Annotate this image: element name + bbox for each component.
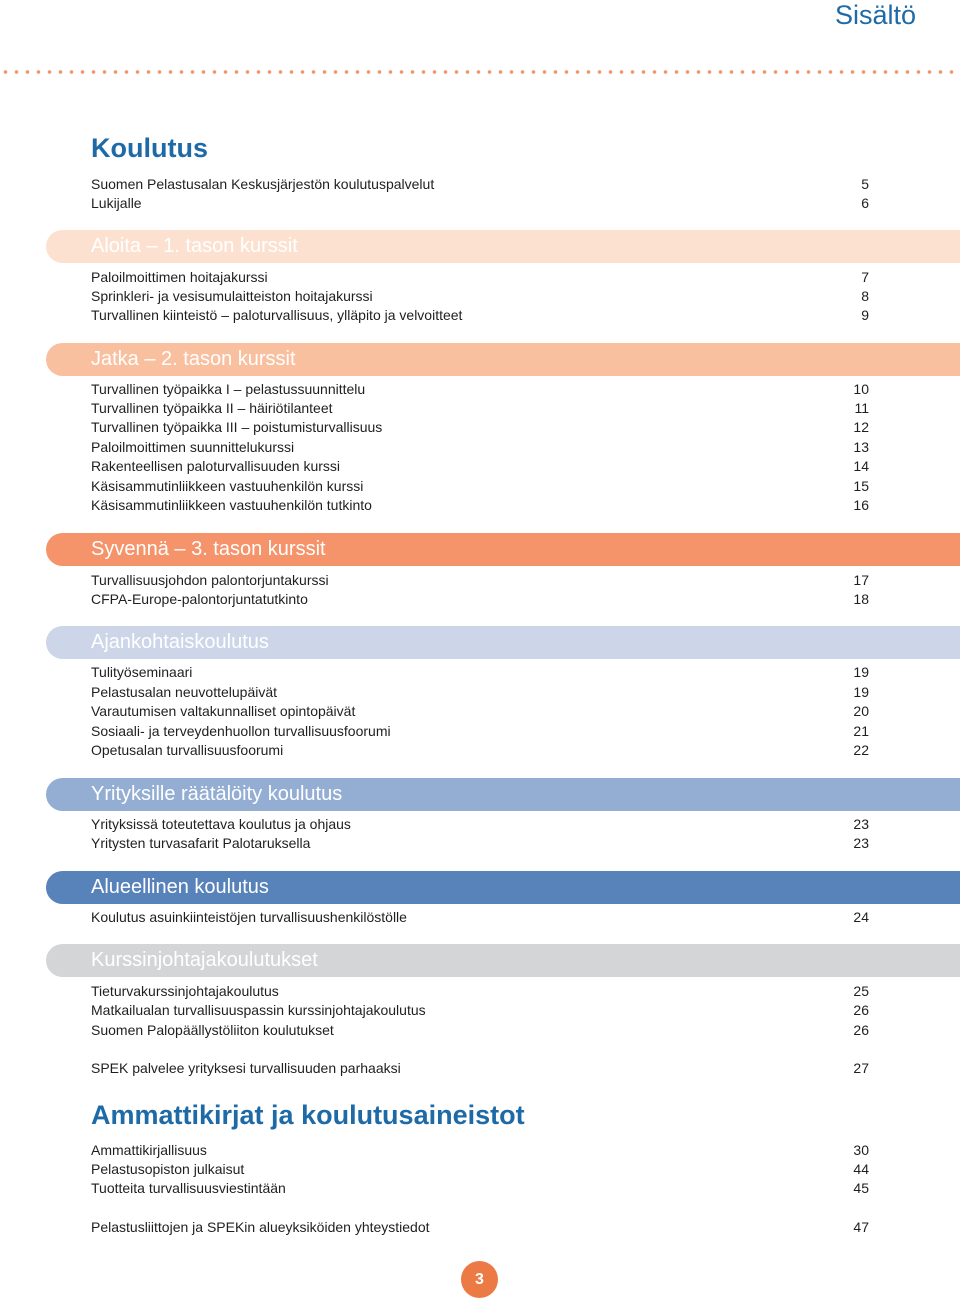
toc-entry[interactable] [91, 194, 869, 213]
toc-entry-title: Matkailualan turvallisuuspassin kurssinjohtajakoulutus [91, 1002, 426, 1018]
toc-entry[interactable] [91, 1059, 869, 1078]
toc-entry[interactable] [91, 815, 869, 834]
toc-entry-title: Sprinkleri- ja vesisumulaitteiston hoitajakurssi [91, 288, 373, 304]
toc-entry-title: Pelastusopiston julkaisut [91, 1161, 245, 1177]
toc-entry-title: Turvallinen työpaikka II – häiriötilanteet [91, 400, 333, 416]
toc-entry[interactable] [91, 702, 869, 721]
section-heading-band: Syvennä – 3. tason kurssit [46, 533, 960, 566]
toc-entry[interactable] [91, 1218, 869, 1237]
toc-entry[interactable] [91, 1001, 869, 1020]
toc-entry-page: 5 [861, 176, 869, 192]
toc-entry-title: Turvallinen työpaikka III – poistumisturvallisuus [91, 419, 383, 435]
toc-entry[interactable] [91, 663, 869, 682]
toc-entry[interactable] [91, 590, 869, 609]
toc-entry[interactable] [91, 1160, 869, 1179]
toc-entry-page: 21 [853, 723, 869, 739]
toc-entry-page: 30 [853, 1142, 869, 1158]
toc-entry[interactable] [91, 399, 869, 418]
toc-entry-page: 20 [853, 703, 869, 719]
toc-entry[interactable] [91, 306, 869, 325]
section-heading-band: Jatka – 2. tason kurssit [46, 343, 960, 376]
toc-entry-title: Suomen Pelastusalan Keskusjärjestön koulutuspalvelut [91, 176, 435, 192]
toc-entry-title: Tieturvakurssinjohtajakoulutus [91, 983, 279, 999]
toc-entry-page: 16 [853, 497, 869, 513]
toc-entry-title: Sosiaali- ja terveydenhuollon turvallisuusfoorumi [91, 723, 391, 739]
toc-entry-page: 8 [861, 288, 869, 304]
toc-entry-title: SPEK palvelee yrityksesi turvallisuuden parhaaksi [91, 1060, 401, 1076]
toc-entry-title: Tuotteita turvallisuusviestintään [91, 1180, 286, 1196]
section-heading-band: Ajankohtaiskoulutus [46, 626, 960, 659]
toc-entry[interactable] [91, 268, 869, 287]
toc-entry[interactable] [91, 380, 869, 399]
toc-entry-page: 19 [853, 664, 869, 680]
toc-entry[interactable] [91, 418, 869, 437]
toc-entry[interactable] [91, 457, 869, 476]
toc-entry-page: 23 [853, 835, 869, 851]
toc-entry-page: 17 [853, 572, 869, 588]
toc-entry-title: Turvallinen työpaikka I – pelastussuunnittelu [91, 381, 366, 397]
toc-entry-page: 44 [853, 1161, 869, 1177]
toc-entry[interactable] [91, 477, 869, 496]
toc-entry-title: Rakenteellisen paloturvallisuuden kurssi [91, 458, 341, 474]
toc-entry-page: 25 [853, 983, 869, 999]
toc-entry-page: 18 [853, 591, 869, 607]
toc-entry-page: 19 [853, 684, 869, 700]
toc-entry-title: Paloilmoittimen hoitajakurssi [91, 269, 268, 285]
section-heading: Koulutus [91, 133, 208, 163]
toc-entry-title: Suomen Palopäällystöliiton koulutukset [91, 1022, 334, 1038]
toc-entry-title: Varautumisen valtakunnalliset opintopäivät [91, 703, 356, 719]
toc-entry-page: 14 [853, 458, 869, 474]
section-heading-band: Yrityksille räätälöity koulutus [46, 778, 960, 811]
toc-entry[interactable] [91, 834, 869, 853]
header-title: Sisältö [834, 0, 916, 30]
toc-entry-title: Opetusalan turvallisuusfoorumi [91, 742, 284, 758]
section-heading-band: Alueellinen koulutus [46, 871, 960, 904]
toc-entry-page: 23 [853, 816, 869, 832]
toc-entry-title: Pelastusalan neuvottelupäivät [91, 684, 278, 700]
toc-entry-title: Pelastusliittojen ja SPEKin alueyksiköiden yhteystiedot [91, 1219, 430, 1235]
toc-entry[interactable] [91, 1179, 869, 1198]
toc-entry-page: 27 [853, 1060, 869, 1076]
toc-entry[interactable] [91, 1021, 869, 1040]
toc-entry-title: Käsisammutinliikkeen vastuuhenkilön tutkinto [91, 497, 372, 513]
toc-entry-title: Yritysten turvasafarit Palotaruksella [91, 835, 311, 851]
section-heading-band: Aloita – 1. tason kurssit [46, 230, 960, 263]
toc-entry[interactable] [91, 908, 869, 927]
toc-entry[interactable] [91, 571, 869, 590]
toc-entry-page: 6 [861, 195, 869, 211]
toc-entry-page: 13 [853, 439, 869, 455]
toc-entry-page: 24 [853, 909, 869, 925]
toc-entry-title: CFPA-Europe-palontorjuntatutkinto [91, 591, 308, 607]
toc-entry-title: Koulutus asuinkiinteistöjen turvallisuushenkilöstölle [91, 909, 407, 925]
toc-entry[interactable] [91, 175, 869, 194]
page-number: 3 [461, 1261, 498, 1298]
toc-entry-title: Paloilmoittimen suunnittelukurssi [91, 439, 295, 455]
toc-entry[interactable] [91, 722, 869, 741]
toc-entry-page: 7 [861, 269, 869, 285]
toc-entry[interactable] [91, 496, 869, 515]
toc-entry-title: Tulityöseminaari [91, 664, 193, 680]
toc-entry-page: 45 [853, 1180, 869, 1196]
toc-entry-page: 22 [853, 742, 869, 758]
toc-entry-page: 12 [853, 419, 869, 435]
toc-entry-page: 15 [853, 478, 869, 494]
dotted-divider [0, 70, 960, 74]
section-heading-band: Kurssinjohtajakoulutukset [46, 944, 960, 977]
toc-entry-page: 47 [853, 1219, 869, 1235]
toc-entry-page: 10 [853, 381, 869, 397]
toc-entry-page: 26 [853, 1002, 869, 1018]
toc-entry-title: Turvallinen kiinteistö – paloturvallisuus, ylläpito ja velvoitteet [91, 307, 463, 323]
toc-entry[interactable] [91, 438, 869, 457]
toc-entry-title: Lukijalle [91, 195, 142, 211]
toc-entry[interactable] [91, 741, 869, 760]
toc-entry-page: 11 [854, 400, 869, 416]
toc-entry-title: Yrityksissä toteutettava koulutus ja ohjaus [91, 816, 351, 832]
toc-entry-page: 26 [853, 1022, 869, 1038]
toc-entry[interactable] [91, 1141, 869, 1160]
toc-entry-title: Käsisammutinliikkeen vastuuhenkilön kurssi [91, 478, 364, 494]
toc-entry[interactable] [91, 287, 869, 306]
toc-entry[interactable] [91, 683, 869, 702]
toc-entry-title: Ammattikirjallisuus [91, 1142, 207, 1158]
toc-entry-title: Turvallisuusjohdon palontorjuntakurssi [91, 572, 329, 588]
toc-entry[interactable] [91, 982, 869, 1001]
section-heading: Ammattikirjat ja koulutusaineistot [91, 1100, 525, 1130]
toc-entry-page: 9 [861, 307, 869, 323]
